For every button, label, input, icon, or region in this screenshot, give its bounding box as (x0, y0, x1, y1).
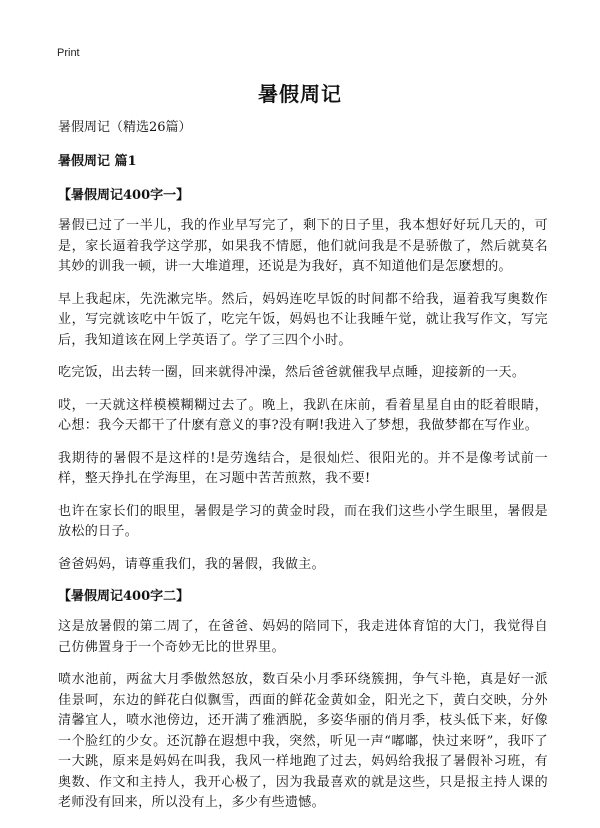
paragraph: 哎，一天就这样模模糊糊过去了。晚上，我趴在床前，看着星星自由的眨着眼睛，心想：我今天都干了什麽有意义的事?没有啊!我进入了梦想，我做梦都在写作业。 (58, 397, 548, 433)
paragraph: 早上我起床，先洗漱完毕。然后，妈妈连吃早饭的时间都不给我，逼着我写奥数作业，写完就该吃中午饭了，吃完午饭，妈妈也不让我睡午觉，就让我写作文，写完后，我知道该在网上学英语了。学了三四个小时。 (58, 291, 548, 348)
paragraph: 吃完饭，出去转一圈，回来就得冲澡，然后爸爸就催我早点睡，迎接新的一天。 (58, 365, 526, 380)
paragraph: 暑假已过了一半儿，我的作业早写完了，剩下的日子里，我本想好好玩几天的，可是，家长逼着我学这学那，如果我不情愿，他们就问我是不是骄傲了，然后就莫名其妙的训我一顿，讲一大堆道理，还说是为我好，真不知道他们是怎麽想的。 (58, 218, 548, 274)
section-heading: 暑假周记 篇1 (58, 154, 137, 169)
paragraph: 我期待的暑假不是这样的!是劳逸结合，是很灿烂、很阳光的。并不是像考试前一样，整天挣扎在学海里，在习题中苦苦煎熬，我不要! (58, 450, 548, 486)
page-title: 暑假周记 (258, 82, 342, 106)
document-subtitle: 暑假周记（精选26篇） (58, 120, 192, 135)
document-body (58, 118, 548, 826)
paragraph: 也许在家长们的眼里，暑假是学习的黄金时段，而在我们这些小学生眼里，暑假是放松的日子。 (58, 503, 548, 539)
paragraph: 这是放暑假的第二周了，在爸爸、妈妈的陪同下，我走进体育馆的大门，我觉得自己仿佛置身于一个奇妙无比的世界里。 (58, 619, 548, 655)
article-heading-2: 【暑假周记400字二】 (58, 589, 190, 604)
article-heading-1: 【暑假周记400字一】 (58, 188, 190, 203)
print-link[interactable]: Print (57, 47, 80, 59)
paragraph: 喷水池前，两盆大月季傲然怒放，数百朵小月季环绕簇拥，争气斗艳，真是好一派佳景呵，东边的鲜花白似飘雪，西面的鲜花金黄如金，阳光之下，黄白交映，分外清馨宜人，喷水池傍边，还开满了雅洒脱，多姿华丽的俏月季，枝头低下来，好像一个脸红的少女。还沉静在遐想中我，突然，听见一声“嘟嘟，快过来呀”，我吓了一大跳，原来是妈妈在叫我，我风一样地跑了过去，妈妈给我报了暑假补习班，有奥数、作文和主持人，我开心极了，因为我最喜欢的就是这些，只是报主持人课的老师没有回来，所以没有上，多少有些遗憾。 (58, 672, 548, 810)
paragraph: 爸爸妈妈，请尊重我们，我的暑假，我做主。 (58, 556, 326, 572)
